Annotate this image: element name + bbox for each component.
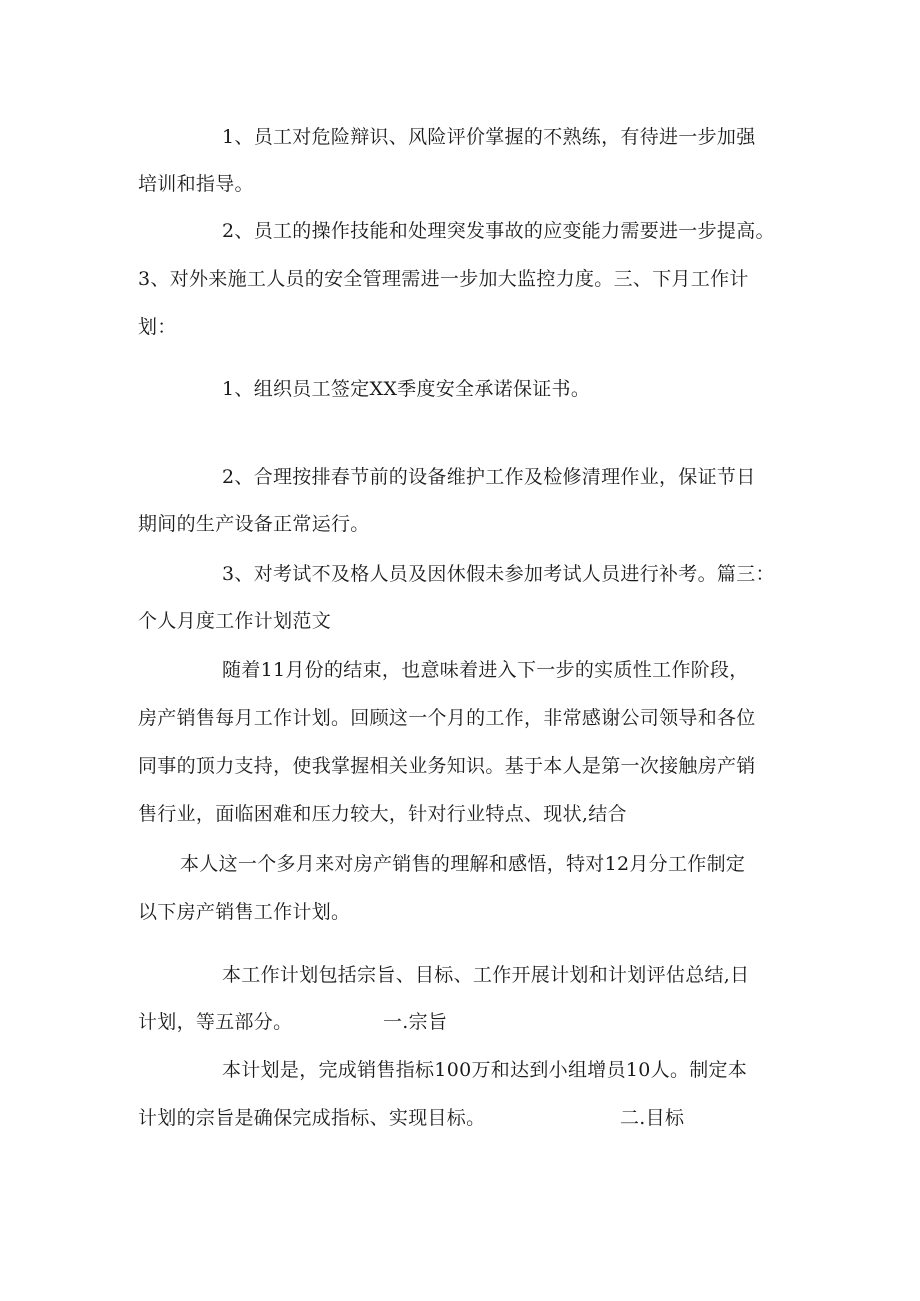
text-line: 个人月度工作计划范文: [138, 610, 332, 632]
text-line: 同事的顶力支持，使我掌握相关业务知识。基于本人是第一次接触房产销: [138, 755, 756, 777]
text-line: 本工作计划包括宗旨、目标、工作开展计划和计划评估总结,日: [222, 964, 750, 986]
text-line: 培训和指导。: [138, 173, 254, 195]
text-line: 2、员工的操作技能和处理突发事故的应变能力需要进一步提高。: [222, 220, 775, 242]
text-line: 以下房产销售工作计划。: [138, 901, 351, 923]
text-line: 3、对考试不及格人员及因休假未参加考试人员进行补考。篇三：: [222, 563, 775, 585]
section-heading: 一.宗旨: [383, 1011, 448, 1033]
text-line: 本计划是，完成销售指标100万和达到小组增员10人。制定本: [222, 1059, 748, 1081]
text-line: 期间的生产设备正常运行。: [138, 513, 370, 535]
text-line: 售行业，面临困难和压力较大，针对行业特点、现状,结合: [138, 803, 627, 825]
text-line: 随着11月份的结束，也意味着进入下一步的实质性工作阶段，: [222, 659, 749, 681]
text-line: 2、合理按排春节前的设备维护工作及检修清理作业，保证节日: [222, 466, 756, 488]
text-line: 计划，等五部分。: [138, 1011, 293, 1033]
text-line: 本人这一个多月来对房产销售的理解和感悟，特对12月分工作制定: [180, 853, 746, 875]
text-line: 1、员工对危险辩识、风险评价掌握的不熟练，有待进一步加强: [222, 126, 756, 148]
text-line: 3、对外来施工人员的安全管理需进一步加大监控力度。三、下月工作计: [138, 268, 749, 290]
section-heading: 二.目标: [620, 1107, 685, 1129]
text-line: 划：: [138, 316, 177, 338]
text-line: 房产销售每月工作计划。回顾这一个月的工作，非常感谢公司领导和各位: [138, 707, 756, 729]
text-line: 1、组织员工签定XX季度安全承诺保证书。: [222, 378, 591, 400]
text-line: 计划的宗旨是确保完成指标、实现目标。: [138, 1107, 486, 1129]
